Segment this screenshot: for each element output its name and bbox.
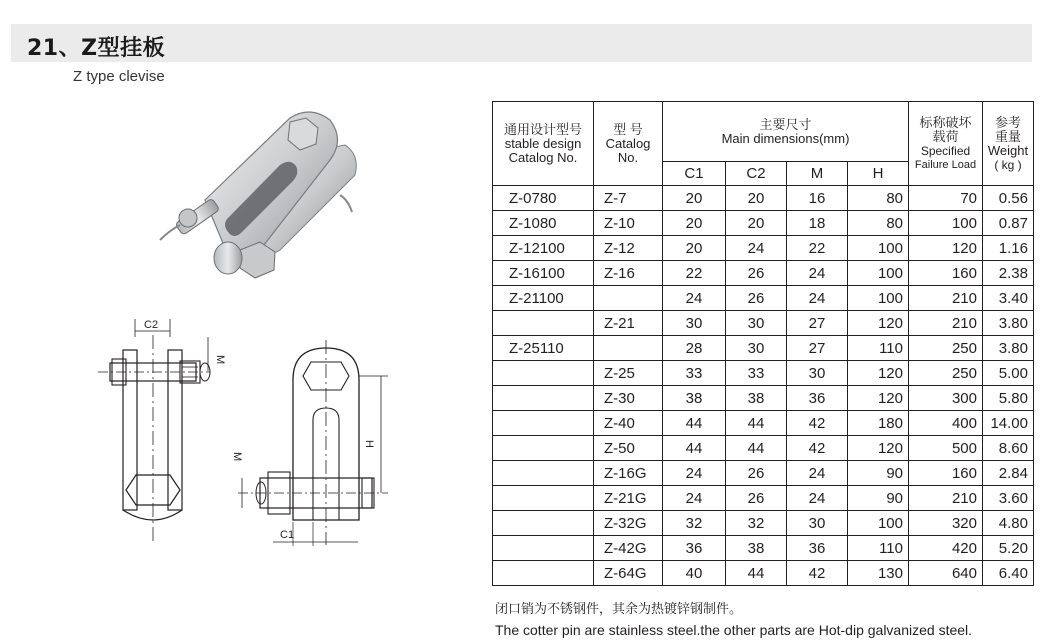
cell-h: 90 bbox=[848, 486, 909, 511]
cell-c1: 20 bbox=[663, 211, 726, 236]
cell-design bbox=[493, 311, 594, 336]
cell-c2: 30 bbox=[726, 336, 787, 361]
cell-c1: 24 bbox=[663, 286, 726, 311]
cell-design bbox=[493, 561, 594, 586]
table-row bbox=[493, 436, 1034, 461]
header-dims-en: Main dimensions(mm) bbox=[721, 130, 850, 146]
cell-weight: 5.20 bbox=[983, 536, 1034, 561]
table-row bbox=[493, 561, 1034, 586]
cell-load: 640 bbox=[909, 561, 983, 586]
table-row bbox=[493, 311, 1034, 336]
cell-load: 160 bbox=[909, 461, 983, 486]
header-load bbox=[909, 102, 983, 186]
cell-c2: 44 bbox=[726, 411, 787, 436]
header-design bbox=[493, 102, 594, 186]
cell-weight: 2.84 bbox=[983, 461, 1034, 486]
cell-design bbox=[493, 411, 594, 436]
header-catalog-en1: Catalog bbox=[605, 135, 651, 151]
cell-catalog: Z-30 bbox=[594, 386, 663, 411]
table-row bbox=[493, 361, 1034, 386]
cell-weight: 3.60 bbox=[983, 486, 1034, 511]
cell-design bbox=[493, 361, 594, 386]
cell-c2: 20 bbox=[726, 211, 787, 236]
section-subtitle: Z type clevise bbox=[73, 68, 165, 85]
cell-c1: 22 bbox=[663, 261, 726, 286]
note-english: The cotter pin are stainless steel.the other parts are Hot-dip galvanized steel. bbox=[495, 622, 973, 638]
cell-catalog: Z-42G bbox=[594, 536, 663, 561]
cell-design: Z-21100 bbox=[493, 286, 594, 311]
cell-m: 27 bbox=[787, 336, 848, 361]
cell-load: 210 bbox=[909, 311, 983, 336]
cell-c1: 28 bbox=[663, 336, 726, 361]
dim-label-m-top: M bbox=[214, 355, 226, 365]
cell-weight: 0.56 bbox=[983, 186, 1034, 211]
cell-load: 120 bbox=[909, 236, 983, 261]
cell-catalog bbox=[594, 336, 663, 361]
cell-weight: 4.80 bbox=[983, 511, 1034, 536]
cell-c2: 32 bbox=[726, 511, 787, 536]
header-weight-cn2: 重量 bbox=[994, 128, 1021, 144]
cell-m: 36 bbox=[787, 536, 848, 561]
cell-catalog: Z-10 bbox=[594, 211, 663, 236]
cell-design: Z-12100 bbox=[493, 236, 594, 261]
cell-h: 110 bbox=[848, 536, 909, 561]
cell-weight: 5.80 bbox=[983, 386, 1034, 411]
cell-h: 100 bbox=[848, 236, 909, 261]
cell-weight: 14.00 bbox=[983, 411, 1034, 436]
cell-design: Z-16100 bbox=[493, 261, 594, 286]
cell-catalog: Z-50 bbox=[594, 436, 663, 461]
header-weight-cn1: 参考 bbox=[994, 114, 1021, 130]
cell-c2: 26 bbox=[726, 486, 787, 511]
table-row bbox=[493, 536, 1034, 561]
cell-c1: 24 bbox=[663, 486, 726, 511]
header-c2: C2 bbox=[726, 162, 787, 186]
table-row bbox=[493, 261, 1034, 286]
table-row bbox=[493, 236, 1034, 261]
spec-table-body bbox=[493, 186, 1034, 586]
cell-h: 100 bbox=[848, 261, 909, 286]
header-load-en1: Specified bbox=[920, 143, 971, 158]
cell-m: 27 bbox=[787, 311, 848, 336]
cell-load: 320 bbox=[909, 511, 983, 536]
header-load-cn1: 标称破坏 bbox=[919, 114, 972, 130]
cell-c1: 20 bbox=[663, 236, 726, 261]
cell-c2: 38 bbox=[726, 386, 787, 411]
cell-c1: 20 bbox=[663, 186, 726, 211]
cell-catalog bbox=[594, 286, 663, 311]
cell-m: 24 bbox=[787, 486, 848, 511]
cell-m: 36 bbox=[787, 386, 848, 411]
header-load-en2: Failure Load bbox=[914, 158, 977, 171]
cell-m: 22 bbox=[787, 236, 848, 261]
cell-design bbox=[493, 386, 594, 411]
cell-h: 80 bbox=[848, 211, 909, 236]
cell-m: 18 bbox=[787, 211, 848, 236]
cell-h: 130 bbox=[848, 561, 909, 586]
dim-label-m-side: M bbox=[231, 452, 243, 462]
header-catalog-cn: 型 号 bbox=[613, 121, 643, 137]
product-photo bbox=[150, 100, 370, 300]
cell-catalog: Z-40 bbox=[594, 411, 663, 436]
cell-c1: 40 bbox=[663, 561, 726, 586]
header-weight bbox=[983, 102, 1034, 186]
front-view-drawing bbox=[98, 315, 226, 550]
cell-c2: 24 bbox=[726, 236, 787, 261]
table-row bbox=[493, 461, 1034, 486]
cell-load: 160 bbox=[909, 261, 983, 286]
header-weight-en1: Weight bbox=[987, 142, 1029, 158]
cell-h: 120 bbox=[848, 361, 909, 386]
dim-label-h: H bbox=[363, 440, 375, 448]
dim-label-c1: C1 bbox=[280, 529, 295, 541]
cell-catalog: Z-32G bbox=[594, 511, 663, 536]
cell-m: 42 bbox=[787, 411, 848, 436]
cell-design: Z-25110 bbox=[493, 336, 594, 361]
header-m: M bbox=[787, 162, 848, 186]
cell-design bbox=[493, 461, 594, 486]
table-row bbox=[493, 186, 1034, 211]
cell-c2: 33 bbox=[726, 361, 787, 386]
cell-load: 300 bbox=[909, 386, 983, 411]
cell-load: 420 bbox=[909, 536, 983, 561]
cell-h: 180 bbox=[848, 411, 909, 436]
cell-weight: 6.40 bbox=[983, 561, 1034, 586]
cell-catalog: Z-12 bbox=[594, 236, 663, 261]
cell-h: 120 bbox=[848, 436, 909, 461]
cell-m: 16 bbox=[787, 186, 848, 211]
cell-design: Z-0780 bbox=[493, 186, 594, 211]
header-load-cn2: 载荷 bbox=[932, 128, 959, 144]
cell-catalog: Z-7 bbox=[594, 186, 663, 211]
table-row bbox=[493, 486, 1034, 511]
cell-c1: 30 bbox=[663, 311, 726, 336]
cell-design bbox=[493, 436, 594, 461]
cell-c1: 33 bbox=[663, 361, 726, 386]
cell-weight: 2.38 bbox=[983, 261, 1034, 286]
header-dims-cn: 主要尺寸 bbox=[759, 116, 812, 132]
cell-catalog: Z-16 bbox=[594, 261, 663, 286]
header-design-en1: stable design bbox=[504, 135, 582, 151]
cell-load: 250 bbox=[909, 361, 983, 386]
cell-m: 24 bbox=[787, 461, 848, 486]
cell-design bbox=[493, 486, 594, 511]
cell-load: 500 bbox=[909, 436, 983, 461]
header-dimensions bbox=[663, 102, 909, 162]
cell-load: 250 bbox=[909, 336, 983, 361]
cell-h: 110 bbox=[848, 336, 909, 361]
cell-weight: 5.00 bbox=[983, 361, 1034, 386]
cell-m: 30 bbox=[787, 511, 848, 536]
spec-table bbox=[492, 101, 1034, 586]
cell-design: Z-1080 bbox=[493, 211, 594, 236]
cell-design bbox=[493, 511, 594, 536]
cell-design bbox=[493, 536, 594, 561]
cell-weight: 0.87 bbox=[983, 211, 1034, 236]
cell-weight: 3.40 bbox=[983, 286, 1034, 311]
cell-catalog: Z-64G bbox=[594, 561, 663, 586]
header-weight-en2: ( kg ) bbox=[994, 157, 1022, 172]
table-row bbox=[493, 511, 1034, 536]
table-row bbox=[493, 386, 1034, 411]
cell-h: 80 bbox=[848, 186, 909, 211]
cell-h: 100 bbox=[848, 511, 909, 536]
header-catalog bbox=[594, 102, 663, 186]
cell-load: 210 bbox=[909, 486, 983, 511]
cell-m: 42 bbox=[787, 561, 848, 586]
cell-load: 100 bbox=[909, 211, 983, 236]
cell-c2: 26 bbox=[726, 286, 787, 311]
cell-c1: 36 bbox=[663, 536, 726, 561]
cell-c2: 44 bbox=[726, 561, 787, 586]
table-row bbox=[493, 286, 1034, 311]
table-row bbox=[493, 411, 1034, 436]
section-title-bar bbox=[11, 24, 1032, 62]
cell-c1: 44 bbox=[663, 411, 726, 436]
cell-catalog: Z-25 bbox=[594, 361, 663, 386]
cell-catalog: Z-16G bbox=[594, 461, 663, 486]
cell-c1: 38 bbox=[663, 386, 726, 411]
cell-weight: 3.80 bbox=[983, 336, 1034, 361]
cell-m: 42 bbox=[787, 436, 848, 461]
cell-load: 400 bbox=[909, 411, 983, 436]
section-title: 21、Z型挂板 bbox=[27, 36, 166, 61]
note-chinese: 闭口销为不锈钢件，其余为热镀锌钢制件。 bbox=[495, 602, 743, 617]
cell-catalog: Z-21 bbox=[594, 311, 663, 336]
side-view-drawing bbox=[228, 340, 398, 555]
cell-h: 120 bbox=[848, 386, 909, 411]
cell-weight: 8.60 bbox=[983, 436, 1034, 461]
cell-c2: 20 bbox=[726, 186, 787, 211]
header-catalog-en2: No. bbox=[617, 149, 639, 165]
cell-c2: 26 bbox=[726, 461, 787, 486]
cell-m: 24 bbox=[787, 286, 848, 311]
header-h: H bbox=[848, 162, 909, 186]
cell-c1: 24 bbox=[663, 461, 726, 486]
cell-c1: 44 bbox=[663, 436, 726, 461]
cell-h: 90 bbox=[848, 461, 909, 486]
cell-load: 70 bbox=[909, 186, 983, 211]
cell-m: 30 bbox=[787, 361, 848, 386]
cell-weight: 3.80 bbox=[983, 311, 1034, 336]
cell-weight: 1.16 bbox=[983, 236, 1034, 261]
cell-c1: 32 bbox=[663, 511, 726, 536]
header-design-en2: Catalog No. bbox=[508, 149, 578, 165]
table-row bbox=[493, 336, 1034, 361]
header-c1: C1 bbox=[663, 162, 726, 186]
cell-h: 100 bbox=[848, 286, 909, 311]
cell-m: 24 bbox=[787, 261, 848, 286]
table-row bbox=[493, 211, 1034, 236]
cell-c2: 44 bbox=[726, 436, 787, 461]
cell-c2: 26 bbox=[726, 261, 787, 286]
cell-catalog: Z-21G bbox=[594, 486, 663, 511]
header-design-cn: 通用设计型号 bbox=[503, 121, 582, 137]
dim-label-c2: C2 bbox=[144, 319, 159, 331]
cell-h: 120 bbox=[848, 311, 909, 336]
cell-c2: 30 bbox=[726, 311, 787, 336]
cell-load: 210 bbox=[909, 286, 983, 311]
cell-c2: 38 bbox=[726, 536, 787, 561]
